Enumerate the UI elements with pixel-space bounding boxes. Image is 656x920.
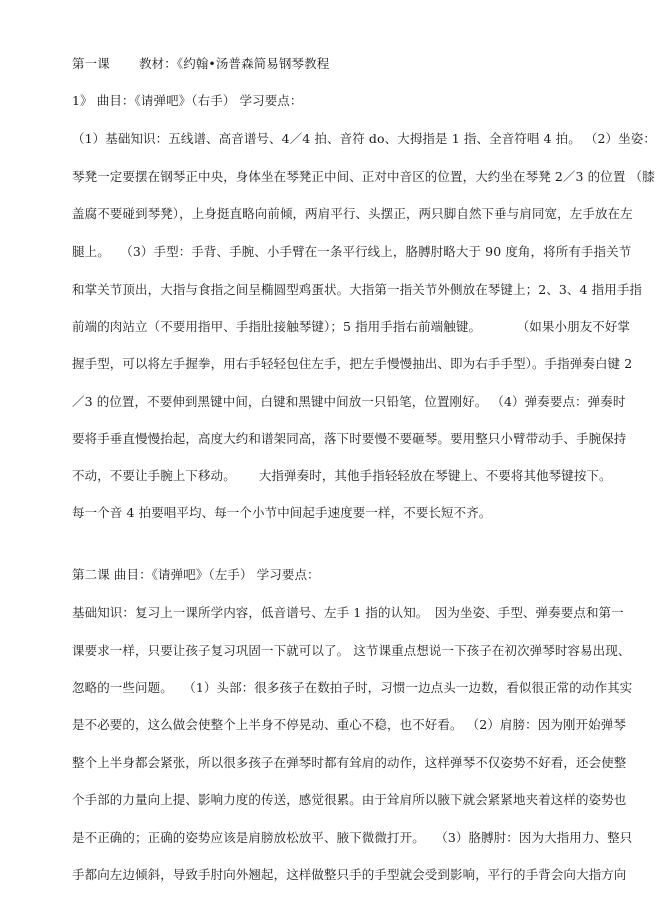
paragraph-line: 忽略的一些问题。 （1）头部：很多孩子在数拍子时，习惯一边点头一边数，看似很正常的动作其实 (72, 680, 633, 695)
paragraph-line: 要将手垂直慢慢抬起，高度大约和谱架同高，落下时要慢不要砸琴。要用整只小臂带动手、手腕保持 (72, 431, 627, 446)
lesson2-heading: 第二课 曲目：《请弹吧》（左手） 学习要点： (72, 567, 320, 582)
lesson1-heading: 第一课 教材：《约翰•汤普森简易钢琴教程 (72, 56, 330, 71)
paragraph-line: ／3 的位置，不要伸到黑键中间，白键和黑键中间放一只铅笔，位置刚好。 （4）弹奏要点：弹奏时 (72, 394, 626, 409)
paragraph-line: 握手型，可以将左手握拳，用右手轻轻包住左手，把左手慢慢抽出、即为右手手型）。手指弹奏白键 2 (72, 356, 633, 371)
paragraph-line: 和掌关节顶出，大指与食指之间呈椭圆型鸡蛋状。大指第一指关节外侧放在琴键上；2、3、4 指用手指 (72, 282, 643, 297)
paragraph-line: 前端的肉站立（不要用指甲、手指肚接触琴键）；5 指用手指右前端触键。 （如果小朋友不好掌 (72, 319, 631, 334)
paragraph-line: 手都向左边倾斜，导致手肘向外翘起，这样做整只手的手型就会受到影响，平行的手背会向大指方向 (72, 867, 627, 882)
paragraph-line: 课要求一样，只要让孩子复习巩固一下就可以了。 这节课重点想说一下孩子在初次弹琴时容易出现、 (72, 643, 631, 658)
paragraph-line: 基础知识：复习上一课所学内容，低音谱号、左手 1 指的认知。 因为坐姿、手型、弹奏要点和第一 (72, 605, 624, 620)
paragraph-line: 不动，不要让手腕上下移动。 大指弹奏时，其他手指轻轻放在琴键上、不要将其他琴键按下。 (72, 468, 612, 483)
paragraph-line: 个手部的力量向上提、影响力度的传送，感觉很累。由于耸肩所以腋下就会紧紧地夹着这样的姿势也 (72, 792, 627, 807)
paragraph-line: 盖腐不要碰到琴凳），上身挺直略向前倾，两肩平行、头摆正，两只脚自然下垂与肩同宽，左手放在左 (72, 206, 633, 221)
paragraph-line: 腿上。 （3）手型：手背、手腕、小手臂在一条平行线上，胳膊肘略大于 90 度角，将所有手指关节 (72, 244, 632, 259)
paragraph-line: 每一个音 4 拍要唱平均、每一个小节中间起手速度要一样，不要长短不齐。 (72, 505, 492, 520)
paragraph-line: 是不正确的；正确的姿势应该是肩膀放松放平、腋下微微打开。 （3）胳膊肘：因为大指用力、整只 (72, 830, 633, 845)
paragraph-line: 是不必要的，这么做会使整个上半身不停晃动、重心不稳，也不好看。 （2）肩膀：因为刚开始弹琴 (72, 717, 626, 732)
paragraph-line: 琴凳一定要摆在钢琴正中央，身体坐在琴凳正中间、正对中音区的位置，大约坐在琴凳 2／3 的位置 （膝 (72, 169, 655, 184)
paragraph-line: （1）基础知识：五线谱、高音谱号、4／4 拍、音符 do、大拇指是 1 指、全音符唱 4 拍。 （2）坐姿： (72, 131, 656, 146)
lesson1-subheading: 1》 曲目：《请弹吧》（右手） 学习要点： (72, 93, 303, 108)
paragraph-line: 整个上半身都会紧张，所以很多孩子在弹琴时都有耸肩的动作，这样弹琴不仅姿势不好看，还会使整 (72, 755, 627, 770)
